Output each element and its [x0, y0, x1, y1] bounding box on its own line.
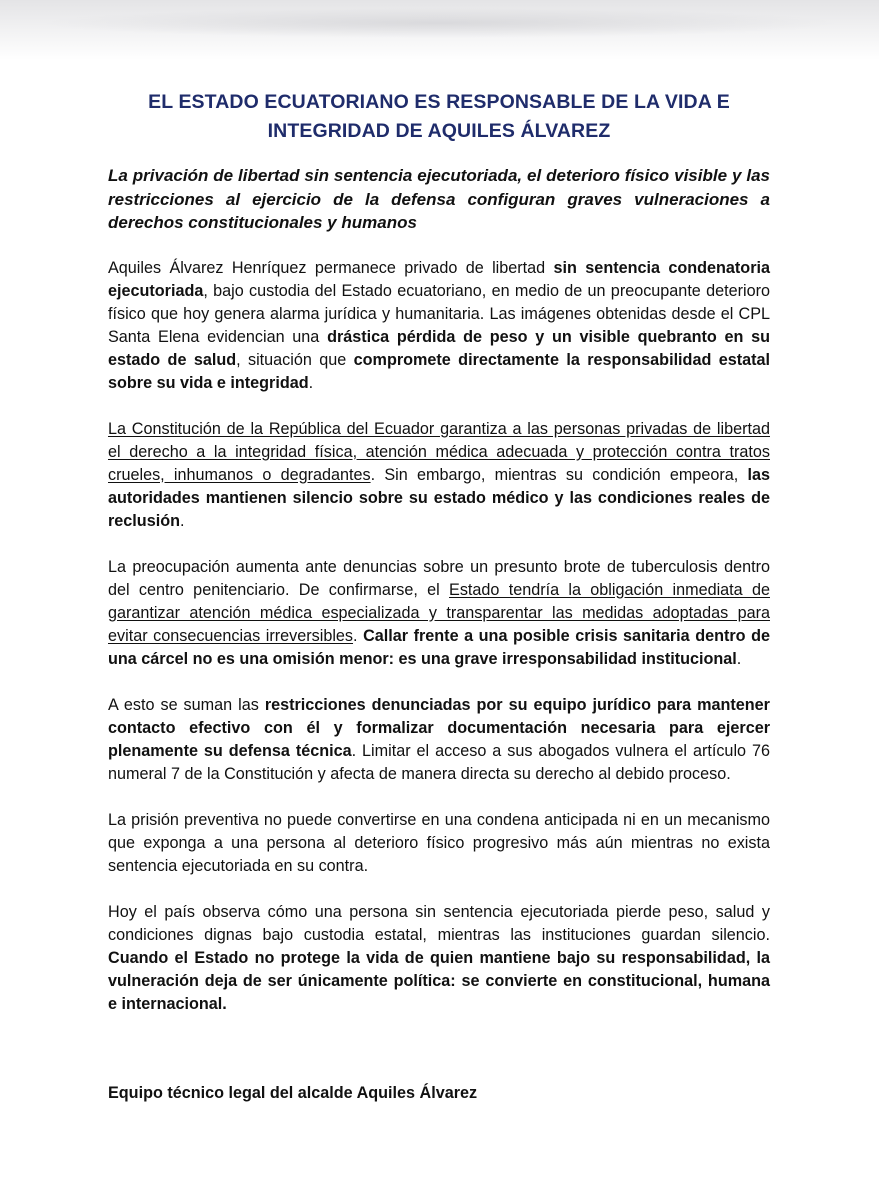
paragraph-emphasis: Callar frente a una posible crisis sanitaria dentro de una cárcel no es una omisión menor: es una grave irresponsabilidad institucional	[108, 626, 770, 668]
paragraph-text: Aquiles Álvarez Henríquez permanece privado de libertad	[108, 258, 554, 277]
paragraph-text: A esto se suman las	[108, 695, 265, 714]
paragraph-text: .	[353, 626, 364, 645]
paragraph-text: , situación que	[236, 350, 354, 369]
paragraph-3	[108, 556, 770, 671]
paragraph-underline: Estado tendría la obligación inmediata de garantizar atención médica especializada y transparentar las medidas adoptadas para evitar consecuencias irreversibles	[108, 580, 770, 645]
paragraph-text: .	[308, 373, 314, 392]
paragraph-text: .	[736, 649, 742, 668]
paragraph-text: , bajo custodia del Estado ecuatoriano, en medio de un preocupante deterioro físico que hoy genera alarma jurídica y humanitaria. Las imágenes obtenidas desde el CPL Santa Elena evidencian una	[108, 281, 770, 346]
paragraph-emphasis: restricciones denunciadas por su equipo jurídico para mantener contacto efectivo con él y formalizar documentación necesaria para ejercer plenamente su defensa técnica	[108, 695, 770, 760]
paragraph-emphasis: compromete directamente la responsabilidad estatal sobre su vida e integridad	[108, 350, 771, 392]
paragraph-5	[108, 809, 770, 878]
paragraph-text: La prisión preventiva no puede convertirse en una condena anticipada ni en un mecanismo que exponga a una persona al deterioro físico progresivo más aún mientras no exista sentencia ejecutoriada en su contra.	[108, 810, 770, 875]
scan-shadow	[0, 0, 879, 60]
paragraph-text: . Sin embargo, mientras su condición empeora,	[370, 465, 748, 484]
paragraph-2	[108, 418, 770, 533]
paragraph-1	[108, 257, 770, 395]
paragraph-text: Hoy el país observa cómo una persona sin sentencia ejecutoriada pierde peso, salud y condiciones dignas bajo custodia estatal, mientras las instituciones guardan silencio.	[108, 902, 770, 944]
paragraph-emphasis: las autoridades mantienen silencio sobre su estado médico y las condiciones reales de reclusión	[108, 465, 770, 530]
paragraph-text: . Limitar el acceso a sus abogados vulnera el artículo 76 numeral 7 de la Constitución y afecta de manera directa su derecho al debido proceso.	[108, 741, 770, 783]
document-subtitle: La privación de libertad sin sentencia ejecutoriada, el deterioro físico visible y las restricciones al ejercicio de la defensa configuran graves vulneraciones a derechos constitucionales y humanos	[108, 166, 770, 232]
paragraph-emphasis: sin sentencia condenatoria ejecutoriada	[108, 258, 770, 300]
paragraph-underline: La Constitución de la República del Ecuador garantiza a las personas privadas de libertad el derecho a la integridad física, atención médica adecuada y protección contra tratos crueles, inhumanos o degradantes	[108, 419, 770, 484]
document-title: EL ESTADO ECUATORIANO ES RESPONSABLE DE LA VIDA E INTEGRIDAD DE AQUILES ÁLVAREZ	[148, 91, 730, 142]
paragraph-text: .	[179, 511, 185, 530]
paragraph-emphasis: drástica pérdida de peso y un visible quebranto en su estado de salud	[108, 327, 770, 369]
paragraph-text: La preocupación aumenta ante denuncias sobre un presunto brote de tuberculosis dentro del centro penitenciario. De confirmarse, el	[108, 557, 770, 599]
paragraph-4	[108, 694, 770, 786]
paragraph-6	[108, 901, 770, 1016]
paragraph-emphasis: Cuando el Estado no protege la vida de quien mantiene bajo su responsabilidad, la vulneración deja de ser únicamente política: se convierte en constitucional, humana e internacional.	[108, 948, 770, 1013]
document-signature: Equipo técnico legal del alcalde Aquiles Álvarez	[108, 1084, 478, 1102]
document-body	[108, 88, 770, 1039]
